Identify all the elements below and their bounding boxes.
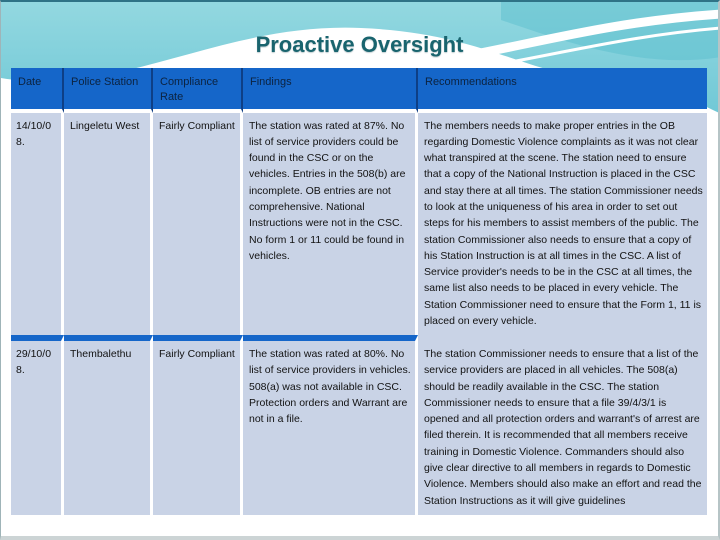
column-header-compliance-rate: Compliance Rate xyxy=(153,68,243,113)
column-header-date: Date xyxy=(11,68,64,113)
cell-compliance-rate-row2: Fairly Compliant xyxy=(153,335,243,515)
cell-date-row1: 14/10/08. xyxy=(11,113,64,335)
cell-recommendations-row2: The station Commissioner needs to ensure that a list of the service providers are placed in all vehicles. The 508(a) should be readily available in the CSC. The station Commissioner needs to ensure that a file 39/4/3/1 is opened and all protection orders and warrant's of arrest are filed therein. It is recommended that all members receive training in Domestic Violence. Commanders should also give clear directive to all members in regards to Domestic Violence. Members should also make an effort and read the Station Instructions as it will give guidelines xyxy=(418,335,707,515)
cell-compliance-rate-row1: Fairly Compliant xyxy=(153,113,243,335)
cell-date-row2: 29/10/08. xyxy=(11,335,64,515)
column-header-police-station: Police Station xyxy=(64,68,153,113)
cell-police-station-row2: Thembalethu xyxy=(64,335,153,515)
cell-findings-row2: The station was rated at 80%. No list of service providers in vehicles. 508(a) was not available in CSC. Protection orders and Warrant are not in a file. xyxy=(243,335,418,515)
oversight-table xyxy=(11,68,707,515)
page-title: Proactive Oversight xyxy=(255,32,464,57)
cell-police-station-row1: Lingeletu West xyxy=(64,113,153,335)
column-header-recommendations: Recommendations xyxy=(418,68,707,113)
cell-findings-row1: The station was rated at 87%. No list of service providers could be found in the CSC or on the vehicles. Entries in the 508(b) are incomplete. OB entries are not comprehensive. National Instructions were not in the CSC. No form 1 or 11 could be found in vehicles. xyxy=(243,113,418,335)
column-header-findings: Findings xyxy=(243,68,418,113)
cell-recommendations-row1: The members needs to make proper entries in the OB regarding Domestic Violence complaints as it was not clear what transpired at the scene. The station need to ensure that a copy of the National Instruction is placed in the CSC and stay there at all times. The station Commissioner needs to look at the uniqueness of his area in order to set out steps for his members to assist members of the public. The station Commissioner also needs to ensure that a copy of his Station Instruction is at all times in the CSC. A list of Service provider's needs to be in the CSC at all times, the same list also needs to be placed in every vehicle. The Station Commissioner need to ensure that the Form 1, 11 is placed on every vehicle. xyxy=(418,113,707,335)
